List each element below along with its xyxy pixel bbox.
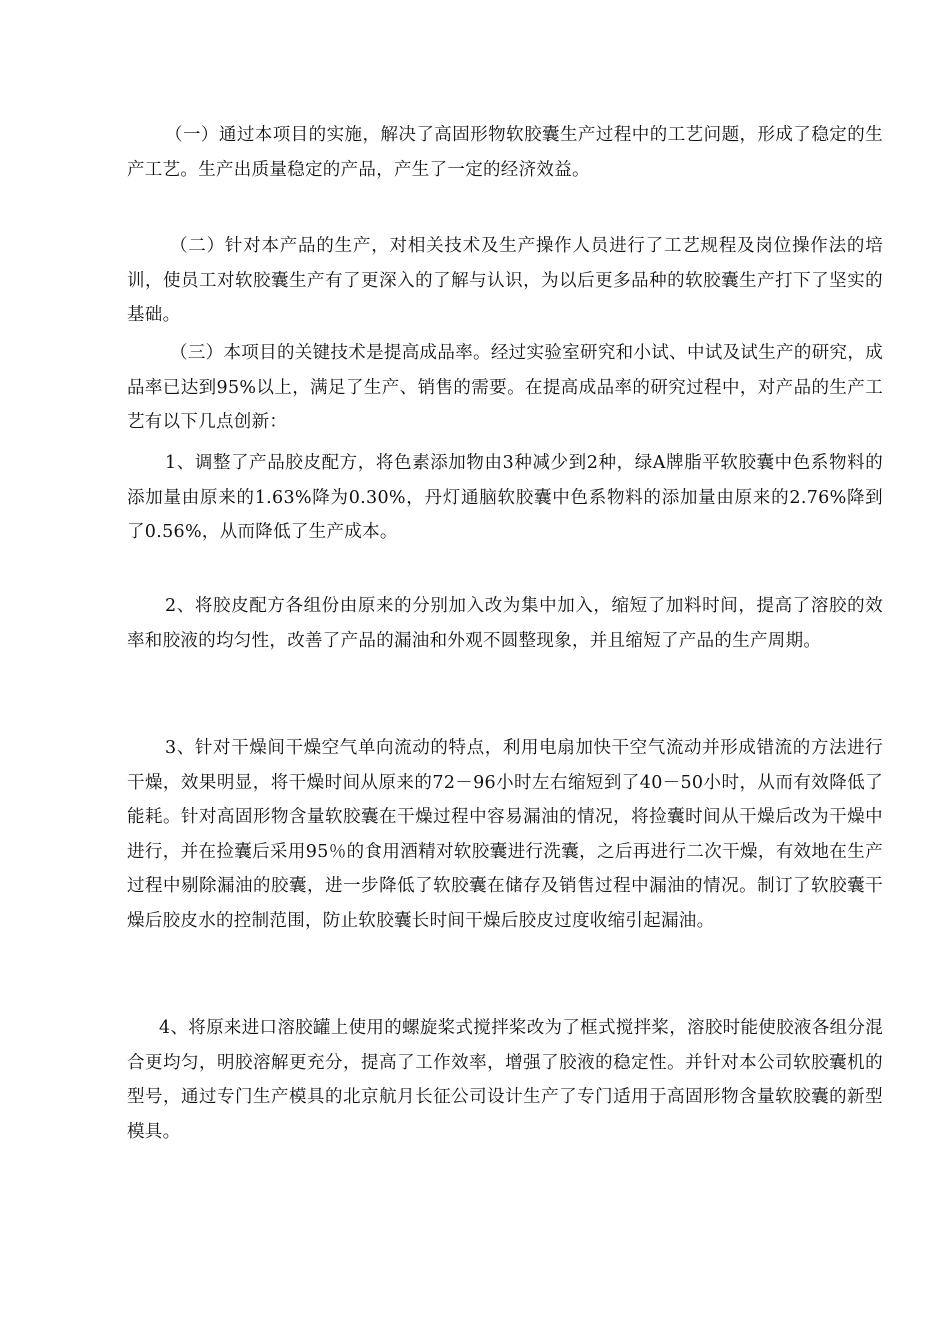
- paragraph-innovation-4: 4、将原来进口溶胶罐上使用的螺旋桨式搅拌桨改为了框式搅拌桨，溶胶时能使胶液各组分混合更均匀，明胶溶解更充分，提高了工作效率，增强了胶液的稳定性。并针对本公司软胶囊机的型号，通过专门生产模具的北京航月长征公司设计生产了专门适用于高固形物含量软胶囊的新型模具。: [127, 1018, 883, 1142]
- paragraph-innovation-3: 3、针对干燥间干燥空气单向流动的特点，利用电扇加快干空气流动并形成错流的方法进行干燥，效果明显，将干燥时间从原来的72－96小时左右缩短到了40－50小时，从而有效降低了能耗。针对高固形物含量软胶囊在干燥过程中容易漏油的情况，将捡囊时间从干燥后改为干燥中进行，并在捡囊后采用95％的食用酒精对软胶囊进行洗囊，之后再进行二次干燥，有效地在生产过程中剔除漏油的胶囊，进一步降低了软胶囊在储存及销售过程中漏油的情况。制订了软胶囊干燥后胶皮水的控制范围，防止软胶囊长时间干燥后胶皮过度收缩引起漏油。: [127, 738, 883, 931]
- paragraph-summary-3: （三）本项目的关键技术是提高成品率。经过实验室研究和小试、中试及试生产的研究，成品率已达到95%以上，满足了生产、销售的需要。在提高成品率的研究过程中，对产品的生产工艺有以下几点创新：: [127, 343, 883, 432]
- paragraph-summary-2: （二）针对本产品的生产，对相关技术及生产操作人员进行了工艺规程及岗位操作法的培训，使员工对软胶囊生产有了更深入的了解与认识，为以后更多品种的软胶囊生产打下了坚实的基础。: [127, 236, 883, 325]
- paragraph-innovation-2: 2、将胶皮配方各组份由原来的分别加入改为集中加入，缩短了加料时间，提高了溶胶的效率和胶液的均匀性，改善了产品的漏油和外观不圆整现象，并且缩短了产品的生产周期。: [127, 596, 883, 651]
- paragraph-summary-1: （一）通过本项目的实施，解决了高固形物软胶囊生产过程中的工艺问题，形成了稳定的生产工艺。生产出质量稳定的产品，产生了一定的经济效益。: [127, 125, 883, 180]
- paragraph-innovation-1: 1、调整了产品胶皮配方，将色素添加物由3种减少到2种，绿A牌脂平软胶囊中色系物料的添加量由原来的1.63%降为0.30%，丹灯通脑软胶囊中色系物料的添加量由原来的2.76%降到了0.56%，从而降低了生产成本。: [127, 453, 883, 542]
